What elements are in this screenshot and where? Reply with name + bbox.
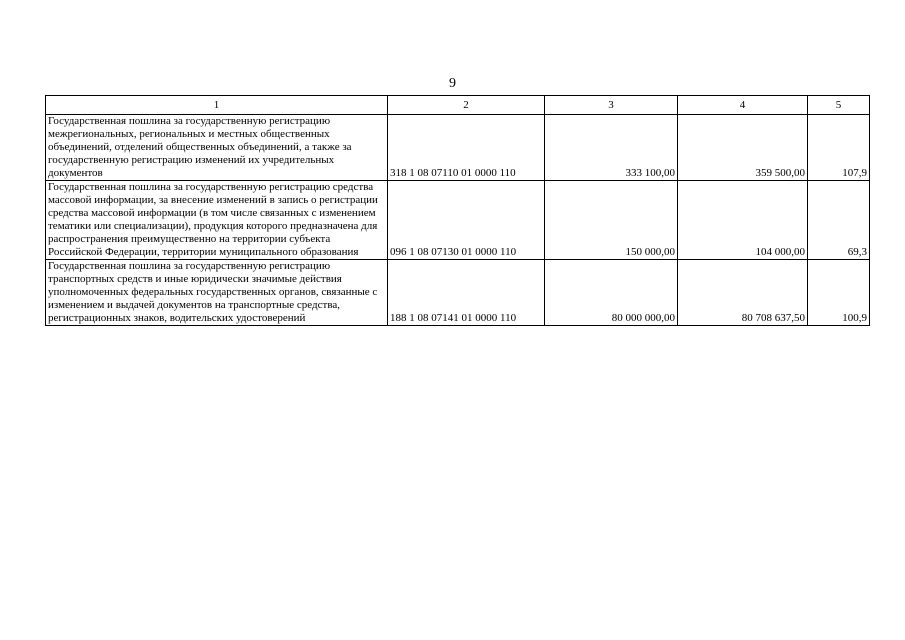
column-header-1: 1 <box>46 96 388 115</box>
row-value-col4: 359 500,00 <box>678 115 808 181</box>
row-value-col3: 333 100,00 <box>545 115 678 181</box>
table-row <box>46 181 870 260</box>
column-header-2: 2 <box>388 96 545 115</box>
column-header-4: 4 <box>678 96 808 115</box>
row-name: Государственная пошлина за государственную регистрацию средства массовой информации, за внесение изменений в запись о регистрации средства массовой информации (в том числе связанных с изменением тематики или специализации), продукция которого предназначена для распространения преимущественно на территории субъекта Российской Федерации, территории муниципального образования <box>46 181 388 260</box>
row-name: Государственная пошлина за государственную регистрацию межрегиональных, региональных и местных общественных объединений, отделений общественных объединений, а также за государственную регистрацию изменений их учредительных документов <box>46 115 388 181</box>
row-value-col5: 69,3 <box>808 181 870 260</box>
revenue-table <box>45 95 870 326</box>
row-value-col3: 80 000 000,00 <box>545 260 678 326</box>
table-row <box>46 115 870 181</box>
row-code: 318 1 08 07110 01 0000 110 <box>388 115 545 181</box>
row-value-col4: 80 708 637,50 <box>678 260 808 326</box>
row-value-col5: 100,9 <box>808 260 870 326</box>
row-name: Государственная пошлина за государственную регистрацию транспортных средств и иные юридически значимые действия уполномоченных федеральных государственных органов, связанные с изменением и выдачей документов на транспортные средства, регистрационных знаков, водительских удостоверений <box>46 260 388 326</box>
table-row <box>46 260 870 326</box>
column-header-3: 3 <box>545 96 678 115</box>
page-number: 9 <box>449 76 456 91</box>
row-code: 096 1 08 07130 01 0000 110 <box>388 181 545 260</box>
table-header-row <box>46 96 870 115</box>
row-value-col3: 150 000,00 <box>545 181 678 260</box>
column-header-5: 5 <box>808 96 870 115</box>
row-code: 188 1 08 07141 01 0000 110 <box>388 260 545 326</box>
row-value-col4: 104 000,00 <box>678 181 808 260</box>
row-value-col5: 107,9 <box>808 115 870 181</box>
